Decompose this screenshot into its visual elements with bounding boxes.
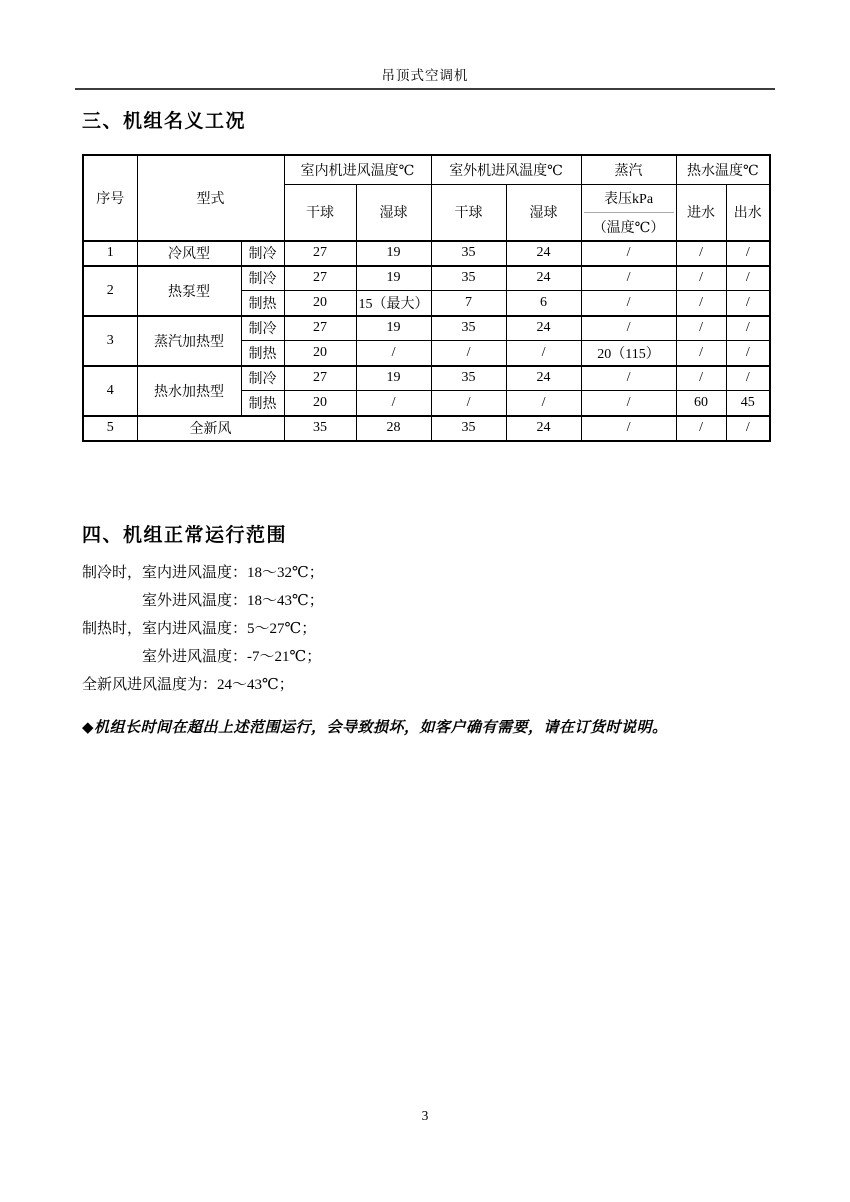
section4-title: 四、机组正常运行范围: [82, 524, 288, 546]
section3-title: 三、机组名义工况: [82, 111, 247, 132]
table-cell: /: [581, 291, 676, 316]
table-cell: 24: [506, 266, 581, 291]
table-cell: 制热: [241, 391, 284, 416]
table-cell: /: [676, 341, 726, 366]
table-cell: 24: [506, 316, 581, 341]
table-cell: 全新风: [137, 416, 284, 441]
table-cell: 出水: [726, 184, 770, 241]
table-cell: 制热: [241, 291, 284, 316]
table-cell: 27: [284, 366, 356, 391]
table-cell: 制冷: [241, 316, 284, 341]
table-cell: 27: [284, 241, 356, 266]
table-cell: 湿球: [506, 184, 581, 241]
table-cell: 热水温度℃: [676, 155, 770, 184]
table-cell: /: [676, 316, 726, 341]
table-cell: 24: [506, 366, 581, 391]
table-row: [83, 416, 770, 441]
table-row: [83, 266, 770, 291]
table-cell: /: [726, 241, 770, 266]
table-cell: /: [581, 366, 676, 391]
table-cell: /: [676, 416, 726, 441]
operating-range-line: 制冷时，室内进风温度：18～32℃；: [82, 564, 324, 581]
operating-range-line: 室外进风温度：-7～21℃；: [142, 648, 322, 665]
table-cell: /: [726, 341, 770, 366]
table-cell: 20: [284, 341, 356, 366]
table-cell: /: [356, 391, 431, 416]
table-cell: /: [726, 266, 770, 291]
table-cell: 35: [431, 266, 506, 291]
table-cell: /: [356, 341, 431, 366]
table-cell: /: [581, 241, 676, 266]
table-cell: /: [581, 391, 676, 416]
table-cell: 20: [284, 291, 356, 316]
table-cell: 5: [83, 416, 137, 441]
table-cell: /: [676, 291, 726, 316]
table-cell: 35: [431, 366, 506, 391]
table-cell: 冷风型: [137, 241, 241, 266]
table-cell: 45: [726, 391, 770, 416]
table-cell: 干球: [431, 184, 506, 241]
table-cell: 4: [83, 366, 137, 416]
table-cell: 室外机进风温度℃: [431, 155, 581, 184]
table-header-row: [83, 155, 770, 184]
table-cell: /: [726, 366, 770, 391]
table-row: [83, 366, 770, 391]
table-cell: 蒸汽加热型: [137, 316, 241, 366]
table-cell: 27: [284, 316, 356, 341]
table-cell: 19: [356, 366, 431, 391]
table-cell: [581, 184, 676, 241]
operating-range-line: 室外进风温度：18～43℃；: [142, 592, 324, 609]
table-cell: 60: [676, 391, 726, 416]
table-cell: 28: [356, 416, 431, 441]
table-cell: /: [431, 341, 506, 366]
operating-note: ◆机组长时间在超出上述范围运行，会导致损坏，如客户确有需要，请在订货时说明。: [82, 719, 668, 736]
table-cell: 湿球: [356, 184, 431, 241]
table-cell: 室内机进风温度℃: [284, 155, 431, 184]
table-cell: 2: [83, 266, 137, 316]
table-cell: 热水加热型: [137, 366, 241, 416]
table-cell: 20: [284, 391, 356, 416]
table-cell: 7: [431, 291, 506, 316]
table-cell: 制热: [241, 341, 284, 366]
table-cell: 19: [356, 266, 431, 291]
table-cell: 6: [506, 291, 581, 316]
table-cell: 35: [284, 416, 356, 441]
table-cell: 19: [356, 316, 431, 341]
table-cell: /: [726, 316, 770, 341]
table-cell: /: [581, 266, 676, 291]
table-row: [83, 241, 770, 266]
table-cell: 热泵型: [137, 266, 241, 316]
steam-pressure-label: 表压kPa: [584, 185, 674, 213]
table-cell: /: [676, 241, 726, 266]
table-cell: 1: [83, 241, 137, 266]
table-cell: 制冷: [241, 266, 284, 291]
operating-range-block: [82, 559, 768, 699]
steam-temp-label: （温度℃）: [592, 220, 665, 236]
table-cell: 干球: [284, 184, 356, 241]
table-cell: 35: [431, 316, 506, 341]
table-cell: 型式: [137, 155, 284, 241]
operating-range-line: 制热时，室内进风温度：5～27℃；: [82, 620, 317, 637]
operating-range-line: 全新风进风温度为：24～43℃；: [82, 676, 294, 693]
table-cell: /: [676, 266, 726, 291]
table-cell: 27: [284, 266, 356, 291]
table-cell: 35: [431, 416, 506, 441]
table-cell: 20（115）: [581, 341, 676, 366]
table-cell: 3: [83, 316, 137, 366]
table-cell: /: [506, 391, 581, 416]
table-cell: 蒸汽: [581, 155, 676, 184]
table-cell: 24: [506, 241, 581, 266]
table-cell: /: [581, 316, 676, 341]
table-cell: 24: [506, 416, 581, 441]
table-cell: /: [726, 291, 770, 316]
table-cell: 制冷: [241, 366, 284, 391]
page-number: 3: [421, 1108, 429, 1123]
table-cell: /: [676, 366, 726, 391]
header-title: 吊顶式空调机: [381, 68, 469, 83]
table-cell: 制冷: [241, 241, 284, 266]
table-cell: 序号: [83, 155, 137, 241]
table-cell: /: [726, 416, 770, 441]
table-cell: 19: [356, 241, 431, 266]
table-cell: /: [506, 341, 581, 366]
nominal-conditions-table: [82, 154, 771, 442]
table-cell: /: [431, 391, 506, 416]
table-cell: 15（最大）: [356, 291, 431, 316]
table-cell: 进水: [676, 184, 726, 241]
table-row: [83, 316, 770, 341]
page-header: [75, 0, 775, 90]
table-cell: /: [581, 416, 676, 441]
table-cell: 35: [431, 241, 506, 266]
